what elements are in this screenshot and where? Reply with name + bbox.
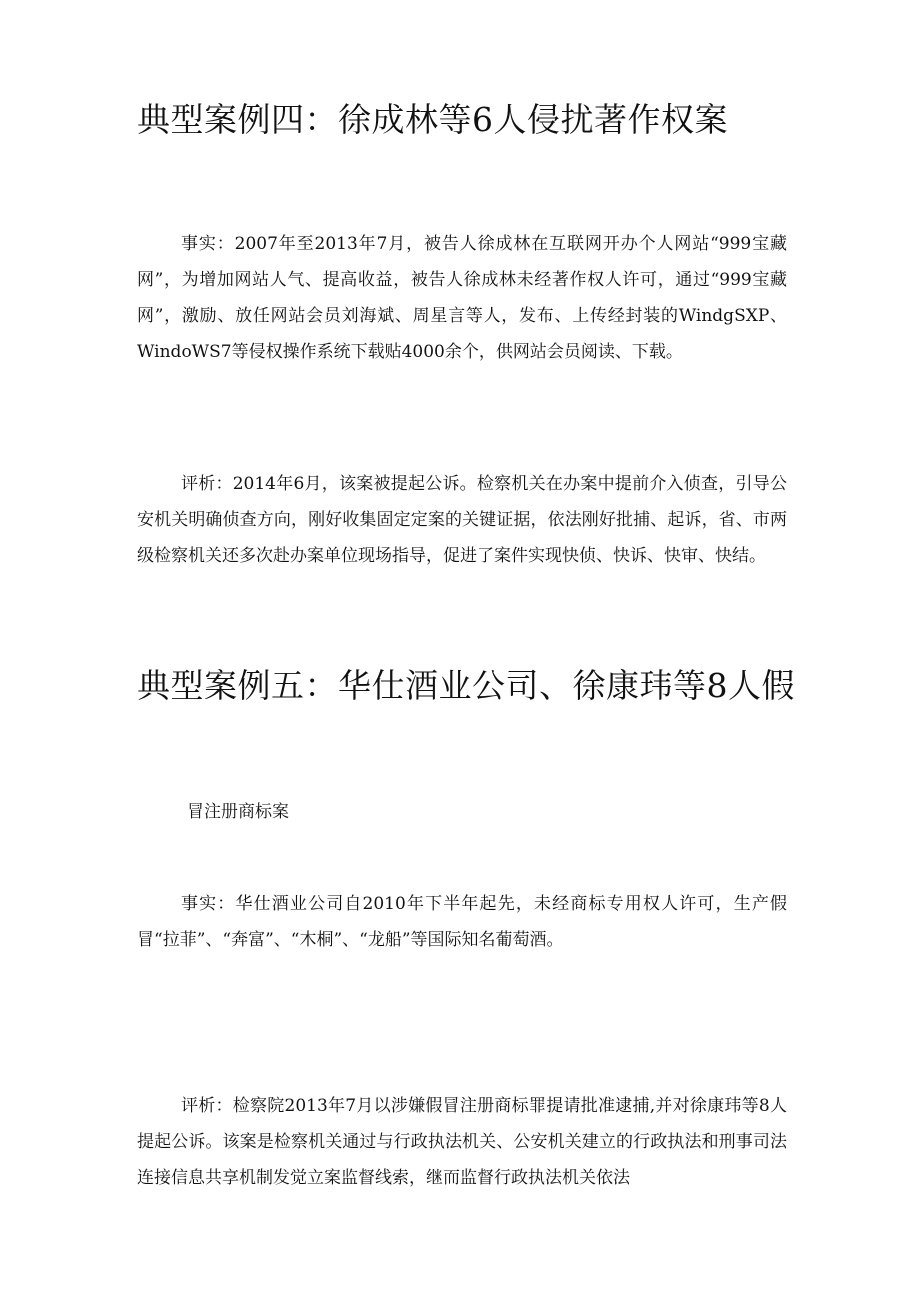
case4-review: 评析：2014年6月，该案被提起公诉。检察机关在办案中提前介入侦查，引导公安机关明确侦查方向，刚好收集固定定案的关键证据，依法刚好批捕、起诉，省、市两级检察机关还多次赴办案单位现场指导，促进了案件实现快侦、快诉、快审、快结。 (137, 474, 787, 566)
case4-facts: 事实：2007年至2013年7月，被告人徐成林在互联网开办个人网站“999宝藏网”，为增加网站人气、提高收益，被告人徐成林未经著作权人许可，通过“999宝藏网”，激励、放任网站会员刘海斌、周星言等人，发布、上传经封装的WindgSXP、WindoWS7等侵权操作系统下载贴4000余个，供网站会员阅读、下载。 (137, 234, 787, 362)
case5-title-continuation: 冒注册商标案 (187, 802, 289, 822)
case4-title: 典型案例四：徐成林等6人侵扰著作权案 (137, 100, 728, 139)
case5-facts: 事实：华仕酒业公司自2010年下半年起先，未经商标专用权人许可，生产假冒“拉菲”、“奔富”、“木桐”、“龙船”等国际知名葡萄酒。 (137, 894, 787, 950)
case5-review: 评析：检察院2013年7月以涉嫌假冒注册商标罪提请批准逮捕,并对徐康玮等8人提起公诉。该案是检察机关通过与行政执法机关、公安机关建立的行政执法和刑事司法连接信息共享机制发觉立案监督线索，继而监督行政执法机关依法 (137, 1096, 787, 1188)
case5-title: 典型案例五：华仕酒业公司、徐康玮等8人假 (137, 666, 795, 705)
